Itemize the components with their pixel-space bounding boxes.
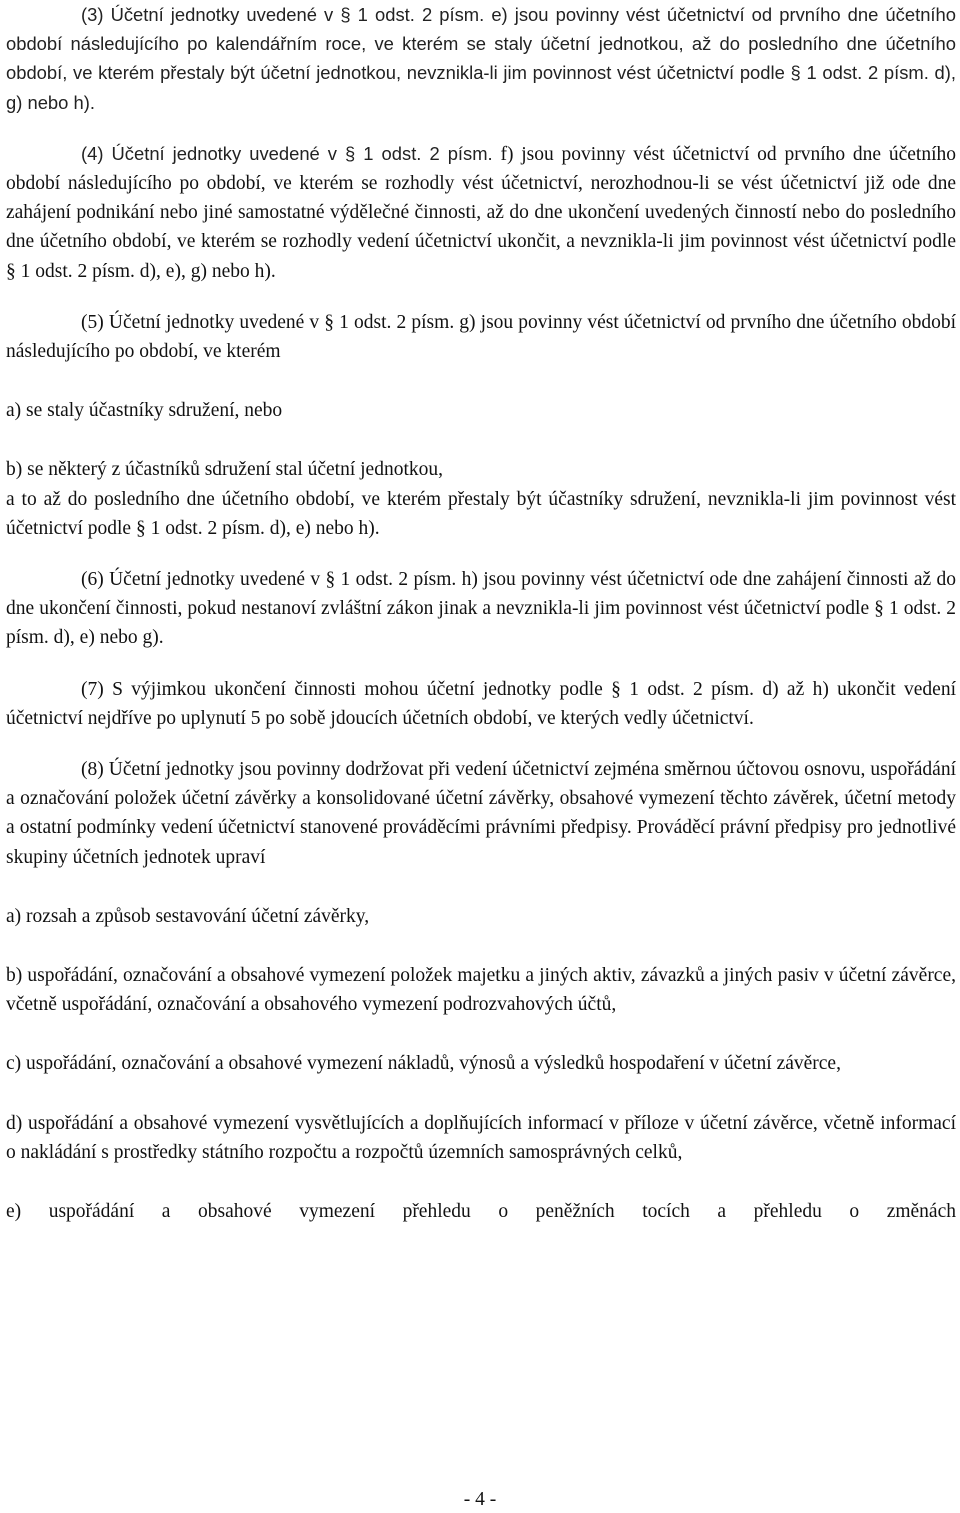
- paragraph-3-text: (3) Účetní jednotky uvedené v § 1 odst. 2 písm. e) jsou povinny vést účetnictví od prvního dne účetního období následujícího po kalendářním roce, ve kterém se staly účetní jednotkou, až do posledního dne účetního období, ve kterém přestaly být účetní jednotkou, nevznikla-li jim povinnost vést účetnictví podle § 1 odst. 2 písm. d), g) nebo h).: [6, 4, 956, 113]
- paragraph-4-lead: (4) Účetní jednotky uvedené v § 1 odst. 2 písm.: [81, 142, 493, 164]
- paragraph-4: [6, 139, 956, 286]
- document-page: [6, 0, 956, 1226]
- paragraph-8-item-c: c) uspořádání, označování a obsahové vymezení nákladů, výnosů a výsledků hospodaření v účetní závěrce,: [6, 1053, 841, 1075]
- paragraph-8: (8) Účetní jednotky jsou povinny dodržovat při vedení účetnictví zejména směrnou účtovou osnovu, uspořádání a označování položek účetní závěrky a konsolidované účetní závěrky, obsahové vymezení těchto závěrek, účetní metody a ostatní podmínky vedení účetnictví stanovené prováděcími právními předpisy. Prováděcí právní předpisy pro jednotlivé skupiny účetních jednotek upraví: [6, 759, 956, 868]
- paragraph-4-text: f) jsou povinny vést účetnictví od prvního dne účetního období následujícího po období, ve kterém se rozhodly vést účetnictví, nerozhodnou-li se vést účetnictví již ode dne zahájení podnikání nebo jiné samostatné výdělečné činnosti, až do dne ukončení uvedených činností nebo do posledního dne účetního období, ve kterém se rozhodly vedení účetnictví ukončit, a nevznikla-li jim povinnost vést účetnictví podle § 1 odst. 2 písm. d), e), g) nebo h).: [6, 143, 956, 282]
- paragraph-5-item-b: b) se některý z účastníků sdružení stal účetní jednotkou,: [6, 459, 443, 481]
- paragraph-8-item-a: a) rozsah a způsob sestavování účetní závěrky,: [6, 905, 370, 927]
- paragraph-8-item-e: e) uspořádání a obsahové vymezení přehledu o peněžních tocích a přehledu o změnách: [6, 1201, 956, 1223]
- paragraph-5-item-a: a) se staly účastníky sdružení, nebo: [6, 400, 283, 422]
- paragraph-5: (5) Účetní jednotky uvedené v § 1 odst. 2 písm. g) jsou povinny vést účetnictví od prvního dne účetního období následujícího po období, ve kterém: [6, 311, 956, 363]
- paragraph-5-tail: a to až do posledního dne účetního období, ve kterém přestaly být účastníky sdružení, nevznikla-li jim povinnost vést účetnictví podle § 1 odst. 2 písm. d), e) nebo h).: [6, 488, 956, 539]
- paragraph-7: (7) S výjimkou ukončení činnosti mohou účetní jednotky podle § 1 odst. 2 písm. d) až h) ukončit vedení účetnictví nejdříve po uplynutí 5 po sobě jdoucích účetních období, ve kterých vedly účetnictví.: [6, 678, 956, 729]
- paragraph-8-item-d: d) uspořádání a obsahové vymezení vysvětlujících a doplňujících informací v příloze v účetní závěrce, včetně informací o nakládání s prostředky státního rozpočtu a rozpočtů územních samosprávných celků,: [6, 1112, 956, 1163]
- paragraph-6: (6) Účetní jednotky uvedené v § 1 odst. 2 písm. h) jsou povinny vést účetnictví ode dne zahájení činnosti až do dne ukončení činnosti, pokud nestanoví zvláštní zákon jinak a nevznikla-li jim povinnost vést účetnictví podle § 1 odst. 2 písm. d), e) nebo g).: [6, 569, 956, 649]
- paragraph-8-item-b: b) uspořádání, označování a obsahové vymezení položek majetku a jiných aktiv, závazků a jiných pasiv v účetní závěrce, včetně uspořádání, označování a obsahového vymezení podrozvahových účtů,: [6, 965, 956, 1016]
- page-number: - 4 -: [463, 1489, 497, 1510]
- paragraph-3: [6, 0, 956, 117]
